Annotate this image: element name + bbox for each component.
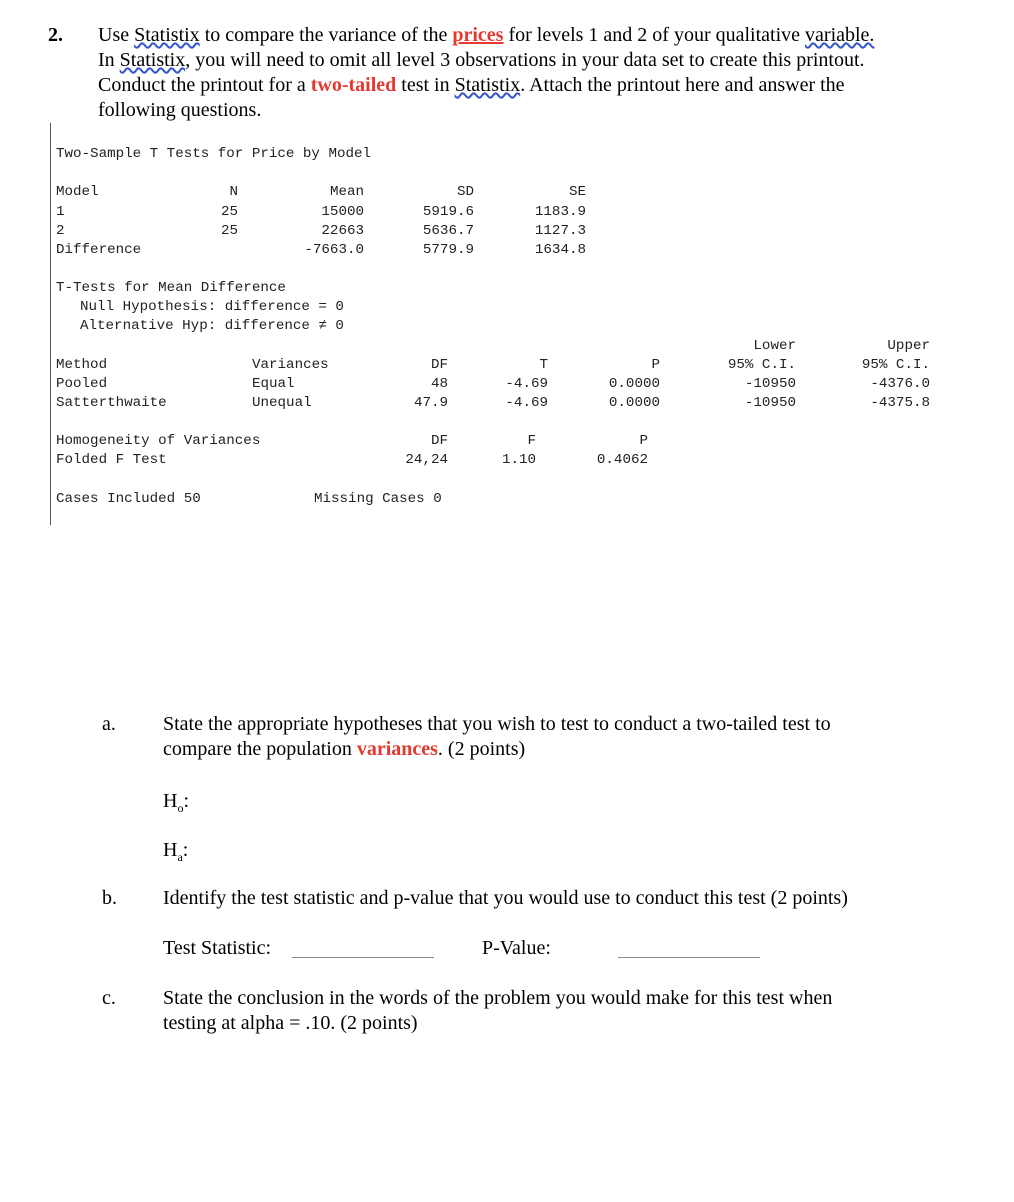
table-row-cell: Unequal — [252, 395, 312, 411]
table-row-cell: 22663 — [321, 223, 364, 239]
table-row-cell: 1634.8 — [534, 242, 586, 258]
p-value-blank[interactable] — [618, 956, 760, 958]
table-row-cell: 1183.9 — [534, 204, 586, 220]
table-row-cell: Satterthwaite — [56, 395, 167, 411]
ttest-header-df: DF — [430, 357, 448, 373]
table-row-cell: 0.0000 — [608, 376, 660, 392]
ci-upper-header-top: Upper — [887, 338, 930, 354]
cases-included: Cases Included 50 — [56, 491, 201, 507]
table-row-cell: 1 — [56, 204, 65, 220]
table-row-cell: -10950 — [744, 395, 796, 411]
table-row-cell: -4375.8 — [870, 395, 930, 411]
ttest-header-variances: Variances — [252, 357, 329, 373]
test-statistic-blank[interactable] — [292, 956, 434, 958]
ttest-header-p: P — [651, 357, 660, 373]
table-row-cell: -10950 — [744, 376, 796, 392]
part-b-text: Identify the test statistic and p-value that you would use to conduct this test (2 points) — [163, 887, 848, 909]
two-tailed-word: two-tailed — [310, 74, 397, 96]
table-row-cell: 0.0000 — [608, 395, 660, 411]
table-row-cell: 0.4062 — [596, 452, 648, 468]
ttest-header-lower: 95% C.I. — [727, 357, 796, 373]
alternative-hypothesis-label: $H_a$: — [163, 839, 189, 864]
part-b-label: b. — [102, 887, 117, 909]
summary-header-model: Model — [56, 184, 99, 200]
ttest-title: T-Tests for Mean Difference — [56, 280, 286, 296]
summary-header-se: SE — [568, 184, 586, 200]
null-hypothesis-label: $H_o$: — [163, 790, 190, 815]
homog-header-p: P — [639, 433, 648, 449]
part-c-text-line1: State the conclusion in the words of the problem you would make for this test when — [163, 987, 833, 1009]
summary-header-n: N — [229, 184, 238, 200]
table-row-cell: -4.69 — [505, 376, 548, 392]
table-row-cell: 5779.9 — [422, 242, 474, 258]
homog-header-f: F — [527, 433, 536, 449]
part-a-text-line2: compare the population variances. (2 points) — [163, 738, 526, 760]
table-row-cell: -7663.0 — [304, 242, 364, 258]
prices-word: prices — [452, 24, 504, 46]
table-row-cell: 48 — [430, 376, 448, 392]
question-line-1: Use Statistix to compare the variance of the prices for levels 1 and 2 of your qualitative variable. — [98, 24, 875, 46]
table-row-cell: -4376.0 — [870, 376, 930, 392]
ci-lower-header-top: Lower — [753, 338, 796, 354]
table-row-cell: 1.10 — [501, 452, 536, 468]
part-a-text-line1: State the appropriate hypotheses that you wish to test to conduct a two-tailed test to — [163, 713, 831, 735]
question-line-4: following questions. — [98, 99, 262, 121]
table-row-cell: 25 — [220, 204, 238, 220]
ttest-header-method: Method — [56, 357, 108, 373]
table-row-cell: -4.69 — [505, 395, 548, 411]
table-row-cell: 15000 — [321, 204, 364, 220]
summary-header-sd: SD — [456, 184, 474, 200]
summary-header-mean: Mean — [329, 184, 364, 200]
p-value-label: P-Value: — [482, 937, 551, 959]
statistix-word: Statistix — [134, 24, 200, 46]
test-statistic-label: Test Statistic: — [163, 937, 272, 959]
table-row-cell: 5636.7 — [422, 223, 474, 239]
table-row-cell: 47.9 — [413, 395, 448, 411]
homog-header-title: Homogeneity of Variances — [56, 433, 261, 449]
question-line-3: Conduct the printout for a two-tailed test in Statistix. Attach the printout here and answer the — [98, 74, 845, 96]
null-hypothesis: Null Hypothesis: difference = 0 — [80, 299, 344, 315]
table-row-cell: Folded F Test — [56, 452, 167, 468]
table-row-cell: 25 — [220, 223, 238, 239]
ttest-header-upper: 95% C.I. — [861, 357, 930, 373]
part-a-label: a. — [102, 713, 116, 735]
part-c-label: c. — [102, 987, 116, 1009]
table-row-cell: Equal — [252, 376, 295, 392]
printout-title: Two-Sample T Tests for Price by Model — [56, 146, 372, 162]
variances-word: variances — [356, 738, 438, 760]
homog-header-df: DF — [430, 433, 448, 449]
table-row-cell: 5919.6 — [422, 204, 474, 220]
ttest-header-t: T — [539, 357, 548, 373]
table-row-cell: 2 — [56, 223, 65, 239]
part-c-text-line2: testing at alpha = .10. (2 points) — [163, 1012, 418, 1034]
question-number: 2. — [48, 24, 63, 46]
alternative-hypothesis: Alternative Hyp: difference ≠ 0 — [80, 318, 344, 334]
table-row-cell: 24,24 — [405, 452, 448, 468]
missing-cases: Missing Cases 0 — [314, 491, 442, 507]
table-row-cell: 1127.3 — [534, 223, 586, 239]
question-line-2: In Statistix, you will need to omit all level 3 observations in your data set to create this printout. — [98, 49, 865, 71]
table-row-cell: Difference — [56, 242, 142, 258]
table-row-cell: Pooled — [56, 376, 108, 392]
